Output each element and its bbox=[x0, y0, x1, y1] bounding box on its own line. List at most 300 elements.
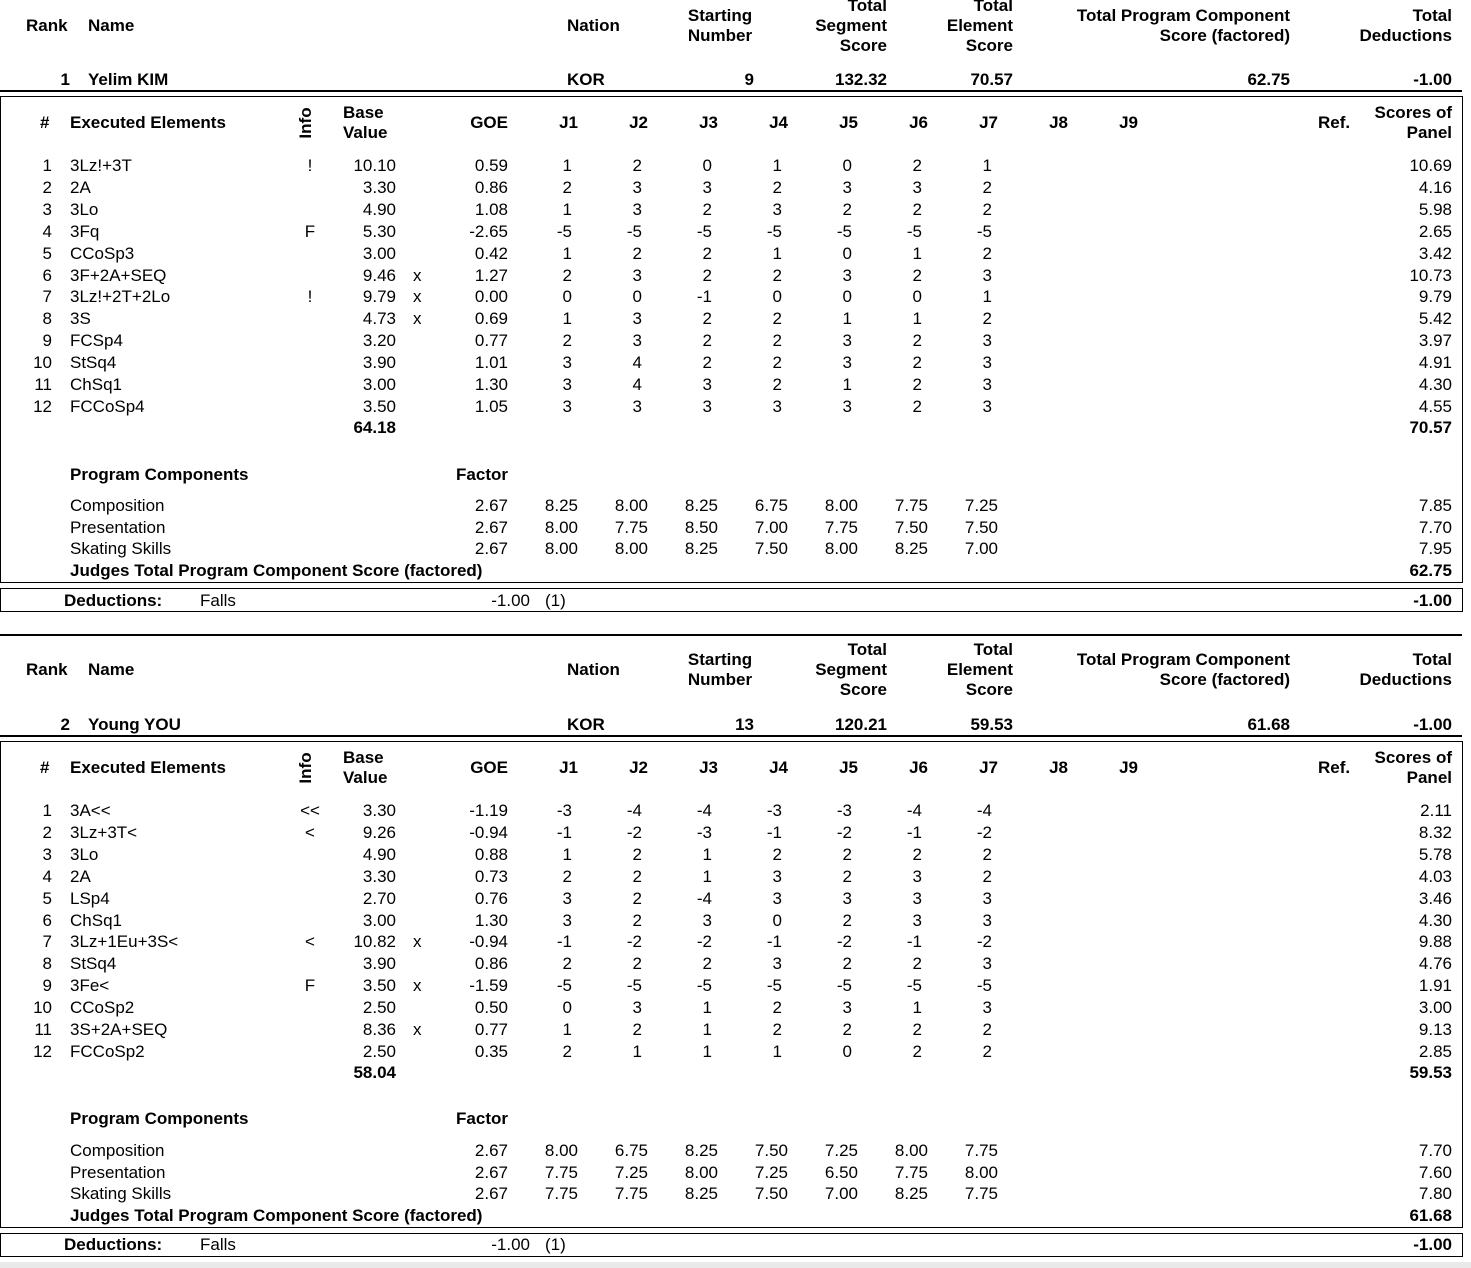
judge-score: 3 bbox=[912, 910, 922, 930]
tes-header-2: Element bbox=[946, 16, 1013, 35]
pcs-header-1: Total Program Component bbox=[1076, 6, 1290, 25]
deductions-header-1: Total bbox=[1412, 650, 1452, 669]
element-panel-score: 5.98 bbox=[1418, 199, 1452, 219]
component-judge-mark: 7.50 bbox=[964, 517, 998, 537]
skater-tss: 120.21 bbox=[835, 715, 887, 734]
judge-score: -3 bbox=[766, 801, 782, 820]
judge-score: 3 bbox=[842, 888, 852, 908]
element-panel-score: 5.42 bbox=[1418, 309, 1452, 329]
judge-score: 3 bbox=[562, 375, 572, 394]
deduction-count: (1) bbox=[545, 1235, 566, 1254]
skater-nation: KOR bbox=[567, 715, 605, 734]
name-header: Name bbox=[88, 16, 135, 35]
element-code: 3Lo bbox=[70, 844, 99, 864]
judge-score: 3 bbox=[772, 888, 782, 908]
judge-score: -5 bbox=[696, 976, 712, 996]
judge-score: 2 bbox=[912, 156, 922, 175]
skater-deductions: -1.00 bbox=[1413, 70, 1452, 89]
judge-score: 3 bbox=[842, 353, 852, 373]
judge-score: 3 bbox=[982, 331, 992, 351]
element-code: 3S+2A+SEQ bbox=[70, 1020, 168, 1039]
judge-score: 0 bbox=[842, 243, 852, 263]
element-code: 3Lz+3T< bbox=[70, 822, 138, 842]
factor-header: Factor bbox=[456, 1109, 508, 1128]
judge-score: 0 bbox=[632, 287, 642, 307]
starting-number-header-2: Number bbox=[687, 26, 753, 45]
judge-score: 3 bbox=[562, 353, 572, 373]
judge-score: 0 bbox=[702, 156, 712, 175]
judge-score: -2 bbox=[626, 822, 642, 842]
element-base-value: 3.30 bbox=[362, 866, 396, 886]
skater-block-rank-2 bbox=[0, 640, 1471, 1262]
judge-score: 3 bbox=[632, 265, 642, 285]
element-base-value: 4.90 bbox=[362, 199, 396, 219]
element-code: 3F+2A+SEQ bbox=[70, 265, 167, 285]
judge-score: 2 bbox=[562, 954, 572, 974]
element-code: 3A<< bbox=[70, 801, 111, 820]
nation-header: Nation bbox=[567, 660, 620, 679]
judge-score: 1 bbox=[772, 1041, 782, 1061]
component-judge-mark: 7.50 bbox=[754, 1141, 788, 1160]
tss-header-1: Total bbox=[847, 0, 887, 15]
judge-score: 2 bbox=[702, 954, 712, 974]
component-name: Presentation bbox=[70, 1162, 166, 1182]
judge-score: -5 bbox=[766, 976, 782, 996]
element-base-value: 9.46 bbox=[362, 265, 396, 285]
element-goe: -0.94 bbox=[469, 932, 508, 952]
judge-score: 2 bbox=[912, 1041, 922, 1061]
judge-score: 3 bbox=[842, 998, 852, 1018]
base-value-total: 64.18 bbox=[353, 418, 396, 437]
ref-header: Ref. bbox=[1318, 758, 1351, 777]
judge-score: 2 bbox=[982, 866, 992, 886]
element-base-value: 2.70 bbox=[362, 888, 396, 908]
component-judge-mark: 6.50 bbox=[824, 1162, 858, 1182]
judge-score: 0 bbox=[772, 910, 782, 930]
element-number: 4 bbox=[42, 866, 52, 886]
element-number: 9 bbox=[42, 976, 52, 996]
component-judge-mark: 8.25 bbox=[894, 1184, 928, 1203]
judge-score: 2 bbox=[562, 866, 572, 886]
judge-score: 1 bbox=[562, 844, 572, 864]
judge-header-j2: J2 bbox=[629, 758, 648, 777]
judge-score: -4 bbox=[976, 801, 992, 820]
element-info: F bbox=[304, 221, 316, 241]
element-number: 5 bbox=[42, 888, 52, 908]
judge-header-j6: J6 bbox=[909, 113, 928, 132]
judge-score: 2 bbox=[702, 243, 712, 263]
element-goe: -2.65 bbox=[469, 221, 508, 241]
element-code: StSq4 bbox=[70, 353, 117, 373]
component-factor: 2.67 bbox=[474, 1141, 508, 1160]
element-goe: -1.19 bbox=[469, 801, 508, 820]
judge-score: -4 bbox=[906, 801, 922, 820]
component-name: Presentation bbox=[70, 517, 166, 537]
skater-rank: 1 bbox=[60, 70, 70, 89]
judge-score: 2 bbox=[702, 331, 712, 351]
judge-score: 3 bbox=[982, 375, 992, 394]
component-judge-mark: 7.00 bbox=[964, 539, 998, 558]
element-panel-score: 10.69 bbox=[1409, 156, 1452, 175]
element-base-value: 2.50 bbox=[362, 998, 396, 1018]
element-panel-score: 4.30 bbox=[1418, 375, 1452, 394]
element-panel-score: 2.11 bbox=[1420, 801, 1452, 820]
judge-score: -5 bbox=[976, 976, 992, 996]
element-base-value: 10.10 bbox=[353, 156, 396, 175]
judge-score: 2 bbox=[632, 156, 642, 175]
element-panel-score: 3.97 bbox=[1418, 331, 1452, 351]
component-judge-mark: 8.00 bbox=[614, 496, 648, 515]
element-code: FCCoSp4 bbox=[70, 396, 145, 416]
element-panel-score: 3.42 bbox=[1418, 243, 1452, 263]
judge-score: 0 bbox=[842, 156, 852, 175]
judge-score: 2 bbox=[562, 265, 572, 285]
judge-score: 3 bbox=[632, 199, 642, 219]
judge-score: 3 bbox=[842, 396, 852, 416]
element-goe: 0.73 bbox=[474, 866, 508, 886]
judge-score: -2 bbox=[626, 932, 642, 952]
component-judge-mark: 7.75 bbox=[964, 1141, 998, 1160]
element-number: 3 bbox=[42, 199, 52, 219]
executed-elements-header: Executed Elements bbox=[70, 113, 226, 132]
element-number: 8 bbox=[42, 954, 52, 974]
judge-score: 1 bbox=[702, 1020, 712, 1039]
pcs-header-2: Score (factored) bbox=[1159, 26, 1290, 45]
judge-score: 1 bbox=[562, 243, 572, 263]
judge-score: -1 bbox=[556, 822, 572, 842]
element-number: 8 bbox=[42, 309, 52, 329]
judge-score: 1 bbox=[702, 844, 712, 864]
deductions-header-1: Total bbox=[1412, 6, 1452, 25]
base-value-header-1: Base bbox=[343, 748, 384, 767]
judge-score: 3 bbox=[842, 265, 852, 285]
judge-score: 2 bbox=[982, 309, 992, 329]
judge-score: 2 bbox=[912, 265, 922, 285]
program-components-header: Program Components bbox=[70, 1109, 249, 1128]
element-info: ! bbox=[307, 287, 313, 307]
judge-score: 2 bbox=[982, 844, 992, 864]
judge-header-j3: J3 bbox=[699, 113, 718, 132]
element-panel-score: 2.85 bbox=[1418, 1041, 1452, 1061]
deduction-value: -1.00 bbox=[491, 591, 530, 610]
component-judge-mark: 8.25 bbox=[684, 1184, 718, 1203]
element-goe: 0.86 bbox=[474, 177, 508, 197]
component-judge-mark: 7.25 bbox=[824, 1141, 858, 1160]
starting-number-header-1: Starting bbox=[687, 650, 753, 669]
tes-header-3: Score bbox=[965, 36, 1013, 55]
judge-score: -1 bbox=[696, 287, 712, 307]
judge-score: 2 bbox=[772, 375, 782, 394]
judge-score: 2 bbox=[702, 353, 712, 373]
judge-score: -2 bbox=[976, 822, 992, 842]
judge-header-j6: J6 bbox=[909, 758, 928, 777]
judge-score: 2 bbox=[772, 309, 782, 329]
element-code: CCoSp3 bbox=[70, 243, 135, 263]
judge-score: -3 bbox=[696, 822, 712, 842]
element-goe: 0.77 bbox=[474, 331, 508, 351]
component-judge-mark: 7.25 bbox=[964, 496, 998, 515]
element-panel-score: 3.46 bbox=[1418, 888, 1452, 908]
judge-header-j9: J9 bbox=[1119, 758, 1138, 777]
rank-header: Rank bbox=[26, 16, 68, 35]
judge-score: -1 bbox=[906, 932, 922, 952]
component-judge-mark: 8.00 bbox=[544, 517, 578, 537]
element-number: 11 bbox=[34, 375, 52, 394]
element-number: 5 bbox=[42, 243, 52, 263]
element-late-bonus: x bbox=[413, 932, 422, 952]
pcs-header-1: Total Program Component bbox=[1076, 650, 1290, 669]
judge-score: -5 bbox=[906, 221, 922, 241]
executed-elements-header: Executed Elements bbox=[70, 758, 226, 777]
judge-score: 2 bbox=[772, 844, 782, 864]
judge-score: 2 bbox=[912, 844, 922, 864]
nation-header: Nation bbox=[567, 16, 620, 35]
element-code: 3S bbox=[70, 309, 91, 329]
ref-header: Ref. bbox=[1318, 113, 1351, 132]
element-late-bonus: x bbox=[413, 1020, 422, 1039]
element-base-value: 3.50 bbox=[362, 396, 396, 416]
skater-deductions: -1.00 bbox=[1413, 715, 1452, 734]
deduction-total: -1.00 bbox=[1413, 591, 1452, 610]
judge-score: -1 bbox=[766, 932, 782, 952]
judge-header-j5: J5 bbox=[839, 758, 858, 777]
judge-score: 3 bbox=[912, 888, 922, 908]
element-code: ChSq1 bbox=[70, 910, 122, 930]
num-header: # bbox=[40, 113, 50, 132]
element-code: CCoSp2 bbox=[70, 998, 135, 1018]
judge-score: 2 bbox=[982, 199, 992, 219]
deduction-value: -1.00 bbox=[491, 1235, 530, 1254]
element-goe: 1.05 bbox=[474, 396, 508, 416]
element-goe: 1.01 bbox=[474, 353, 508, 373]
judge-score: 0 bbox=[842, 1041, 852, 1061]
component-score: 7.85 bbox=[1418, 496, 1452, 515]
deductions-header-2: Deductions bbox=[1359, 26, 1452, 45]
element-goe: 1.08 bbox=[474, 199, 508, 219]
judges-total-pcs-label: Judges Total Program Component Score (factored) bbox=[70, 1206, 483, 1225]
scores-of-panel-header-1: Scores of bbox=[1374, 748, 1452, 767]
element-goe: -1.59 bbox=[469, 976, 508, 996]
judge-score: 3 bbox=[982, 265, 992, 285]
judge-score: 1 bbox=[702, 866, 712, 886]
element-number: 6 bbox=[42, 910, 52, 930]
tss-header-3: Score bbox=[839, 680, 887, 699]
element-base-value: 3.90 bbox=[362, 353, 396, 373]
component-judge-mark: 8.00 bbox=[964, 1162, 998, 1182]
judge-score: 1 bbox=[772, 243, 782, 263]
scores-of-panel-header-1: Scores of bbox=[1374, 103, 1452, 122]
judge-header-j7: J7 bbox=[979, 113, 998, 132]
element-base-value: 3.50 bbox=[362, 976, 396, 996]
factor-header: Factor bbox=[456, 465, 508, 484]
judge-header-j3: J3 bbox=[699, 758, 718, 777]
component-judge-mark: 7.75 bbox=[614, 517, 648, 537]
judge-score: -4 bbox=[696, 801, 712, 820]
element-base-value: 2.50 bbox=[362, 1041, 396, 1061]
judge-score: -1 bbox=[906, 822, 922, 842]
element-goe: -0.94 bbox=[469, 822, 508, 842]
element-panel-score: 4.55 bbox=[1418, 396, 1452, 416]
component-judge-mark: 8.00 bbox=[824, 539, 858, 558]
judge-score: -4 bbox=[696, 888, 712, 908]
judge-score: 2 bbox=[632, 243, 642, 263]
judge-score: 2 bbox=[912, 1020, 922, 1039]
tss-header-3: Score bbox=[839, 36, 887, 55]
base-value-header-2: Value bbox=[343, 768, 388, 787]
judge-score: 0 bbox=[842, 287, 852, 307]
component-name: Composition bbox=[70, 496, 165, 515]
judge-score: 2 bbox=[842, 866, 852, 886]
component-judge-mark: 7.50 bbox=[754, 539, 788, 558]
judge-score: -3 bbox=[556, 801, 572, 820]
component-judge-mark: 7.75 bbox=[824, 517, 858, 537]
element-base-value: 5.30 bbox=[362, 221, 396, 241]
judge-score: 1 bbox=[982, 287, 992, 307]
skater-pcs: 61.68 bbox=[1247, 715, 1290, 734]
skater-starting-number: 9 bbox=[744, 70, 754, 89]
element-number: 2 bbox=[42, 822, 52, 842]
base-value-header-2: Value bbox=[343, 123, 388, 142]
component-judge-mark: 8.25 bbox=[684, 496, 718, 515]
element-panel-score: 4.76 bbox=[1418, 954, 1452, 974]
component-factor: 2.67 bbox=[474, 1184, 508, 1203]
element-goe: 0.59 bbox=[474, 156, 508, 175]
skater-rank: 2 bbox=[60, 715, 70, 734]
component-judge-mark: 8.00 bbox=[544, 539, 578, 558]
component-judge-mark: 7.50 bbox=[754, 1184, 788, 1203]
judge-score: 1 bbox=[982, 156, 992, 175]
element-number: 2 bbox=[42, 177, 52, 197]
element-panel-score: 4.30 bbox=[1418, 910, 1452, 930]
judge-score: 2 bbox=[632, 954, 642, 974]
judges-total-pcs-value: 62.75 bbox=[1409, 561, 1452, 580]
element-info: < bbox=[305, 822, 315, 842]
rank-header: Rank bbox=[26, 660, 68, 679]
judge-score: 2 bbox=[632, 844, 642, 864]
element-base-value: 8.36 bbox=[362, 1020, 396, 1039]
judge-score: 3 bbox=[702, 396, 712, 416]
tss-header-2: Segment bbox=[815, 660, 887, 679]
panel-score-total: 59.53 bbox=[1409, 1063, 1452, 1082]
element-base-value: 9.79 bbox=[362, 287, 396, 307]
judge-score: -2 bbox=[976, 932, 992, 952]
judge-header-j7: J7 bbox=[979, 758, 998, 777]
element-code: 3Lo bbox=[70, 199, 99, 219]
component-judge-mark: 8.00 bbox=[894, 1141, 928, 1160]
judge-score: 3 bbox=[982, 998, 992, 1018]
element-goe: 1.30 bbox=[474, 910, 508, 930]
judge-score: 2 bbox=[562, 177, 572, 197]
judge-score: 3 bbox=[632, 309, 642, 329]
component-score: 7.80 bbox=[1418, 1184, 1452, 1203]
component-factor: 2.67 bbox=[474, 539, 508, 558]
judge-header-j9: J9 bbox=[1119, 113, 1138, 132]
element-info: ! bbox=[307, 156, 313, 175]
judge-score: -5 bbox=[766, 221, 782, 241]
element-base-value: 3.00 bbox=[362, 910, 396, 930]
judge-header-j4: J4 bbox=[769, 113, 788, 132]
judge-score: -5 bbox=[836, 976, 852, 996]
component-name: Composition bbox=[70, 1141, 165, 1160]
element-panel-score: 10.73 bbox=[1409, 265, 1452, 285]
scores-of-panel-header-2: Panel bbox=[1406, 768, 1452, 787]
skater-name: Yelim KIM bbox=[88, 70, 169, 89]
element-goe: 0.77 bbox=[474, 1020, 508, 1039]
element-base-value: 3.00 bbox=[362, 375, 396, 394]
program-components-header: Program Components bbox=[70, 465, 249, 484]
judge-score: 0 bbox=[772, 287, 782, 307]
element-number: 9 bbox=[42, 331, 52, 351]
element-base-value: 4.90 bbox=[362, 844, 396, 864]
judge-score: 2 bbox=[842, 844, 852, 864]
num-header: # bbox=[40, 758, 50, 777]
element-number: 1 bbox=[42, 801, 52, 820]
element-base-value: 10.82 bbox=[353, 932, 396, 952]
element-panel-score: 4.16 bbox=[1418, 177, 1452, 197]
element-base-value: 3.90 bbox=[362, 954, 396, 974]
judge-score: 1 bbox=[562, 1020, 572, 1039]
component-judge-mark: 8.25 bbox=[894, 539, 928, 558]
deductions-label: Deductions: bbox=[64, 1235, 163, 1254]
skater-nation: KOR bbox=[567, 70, 605, 89]
element-goe: 1.27 bbox=[474, 265, 508, 285]
judge-score: 2 bbox=[912, 353, 922, 373]
judge-score: 2 bbox=[772, 1020, 782, 1039]
judge-score: 0 bbox=[912, 287, 922, 307]
judge-score: -4 bbox=[626, 801, 642, 820]
element-code: FCSp4 bbox=[70, 331, 123, 351]
judge-score: 4 bbox=[632, 375, 642, 394]
element-base-value: 3.30 bbox=[362, 177, 396, 197]
element-goe: 0.69 bbox=[474, 309, 508, 329]
skater-name: Young YOU bbox=[88, 715, 181, 734]
judge-score: 3 bbox=[982, 910, 992, 930]
judge-header-j1: J1 bbox=[559, 113, 578, 132]
judge-score: 3 bbox=[912, 177, 922, 197]
component-judge-mark: 7.75 bbox=[894, 496, 928, 515]
judge-score: 1 bbox=[842, 309, 852, 329]
skater-starting-number: 13 bbox=[735, 715, 754, 734]
element-goe: 0.42 bbox=[474, 243, 508, 263]
element-panel-score: 5.78 bbox=[1418, 844, 1452, 864]
judge-score: 3 bbox=[702, 375, 712, 394]
name-header: Name bbox=[88, 660, 135, 679]
element-late-bonus: x bbox=[413, 265, 422, 285]
judge-score: 2 bbox=[772, 998, 782, 1018]
element-code: ChSq1 bbox=[70, 375, 122, 394]
tss-header-1: Total bbox=[847, 640, 887, 659]
element-goe: 0.00 bbox=[474, 287, 508, 307]
element-number: 12 bbox=[33, 1041, 52, 1061]
judge-score: -3 bbox=[836, 801, 852, 820]
component-judge-mark: 7.50 bbox=[894, 517, 928, 537]
judge-header-j8: J8 bbox=[1049, 113, 1068, 132]
judge-score: 2 bbox=[562, 1041, 572, 1061]
component-name: Skating Skills bbox=[70, 539, 172, 558]
element-code: 3Lz!+3T bbox=[70, 156, 132, 175]
deductions-header-2: Deductions bbox=[1359, 670, 1452, 689]
element-number: 10 bbox=[33, 998, 52, 1018]
panel-score-total: 70.57 bbox=[1409, 418, 1452, 437]
judge-score: 3 bbox=[702, 177, 712, 197]
judge-score: 2 bbox=[702, 309, 712, 329]
judge-score: 3 bbox=[982, 396, 992, 416]
component-judge-mark: 8.50 bbox=[684, 517, 718, 537]
element-goe: 1.30 bbox=[474, 375, 508, 394]
element-goe: 0.50 bbox=[474, 998, 508, 1018]
judge-score: 2 bbox=[982, 177, 992, 197]
judge-score: -1 bbox=[556, 932, 572, 952]
